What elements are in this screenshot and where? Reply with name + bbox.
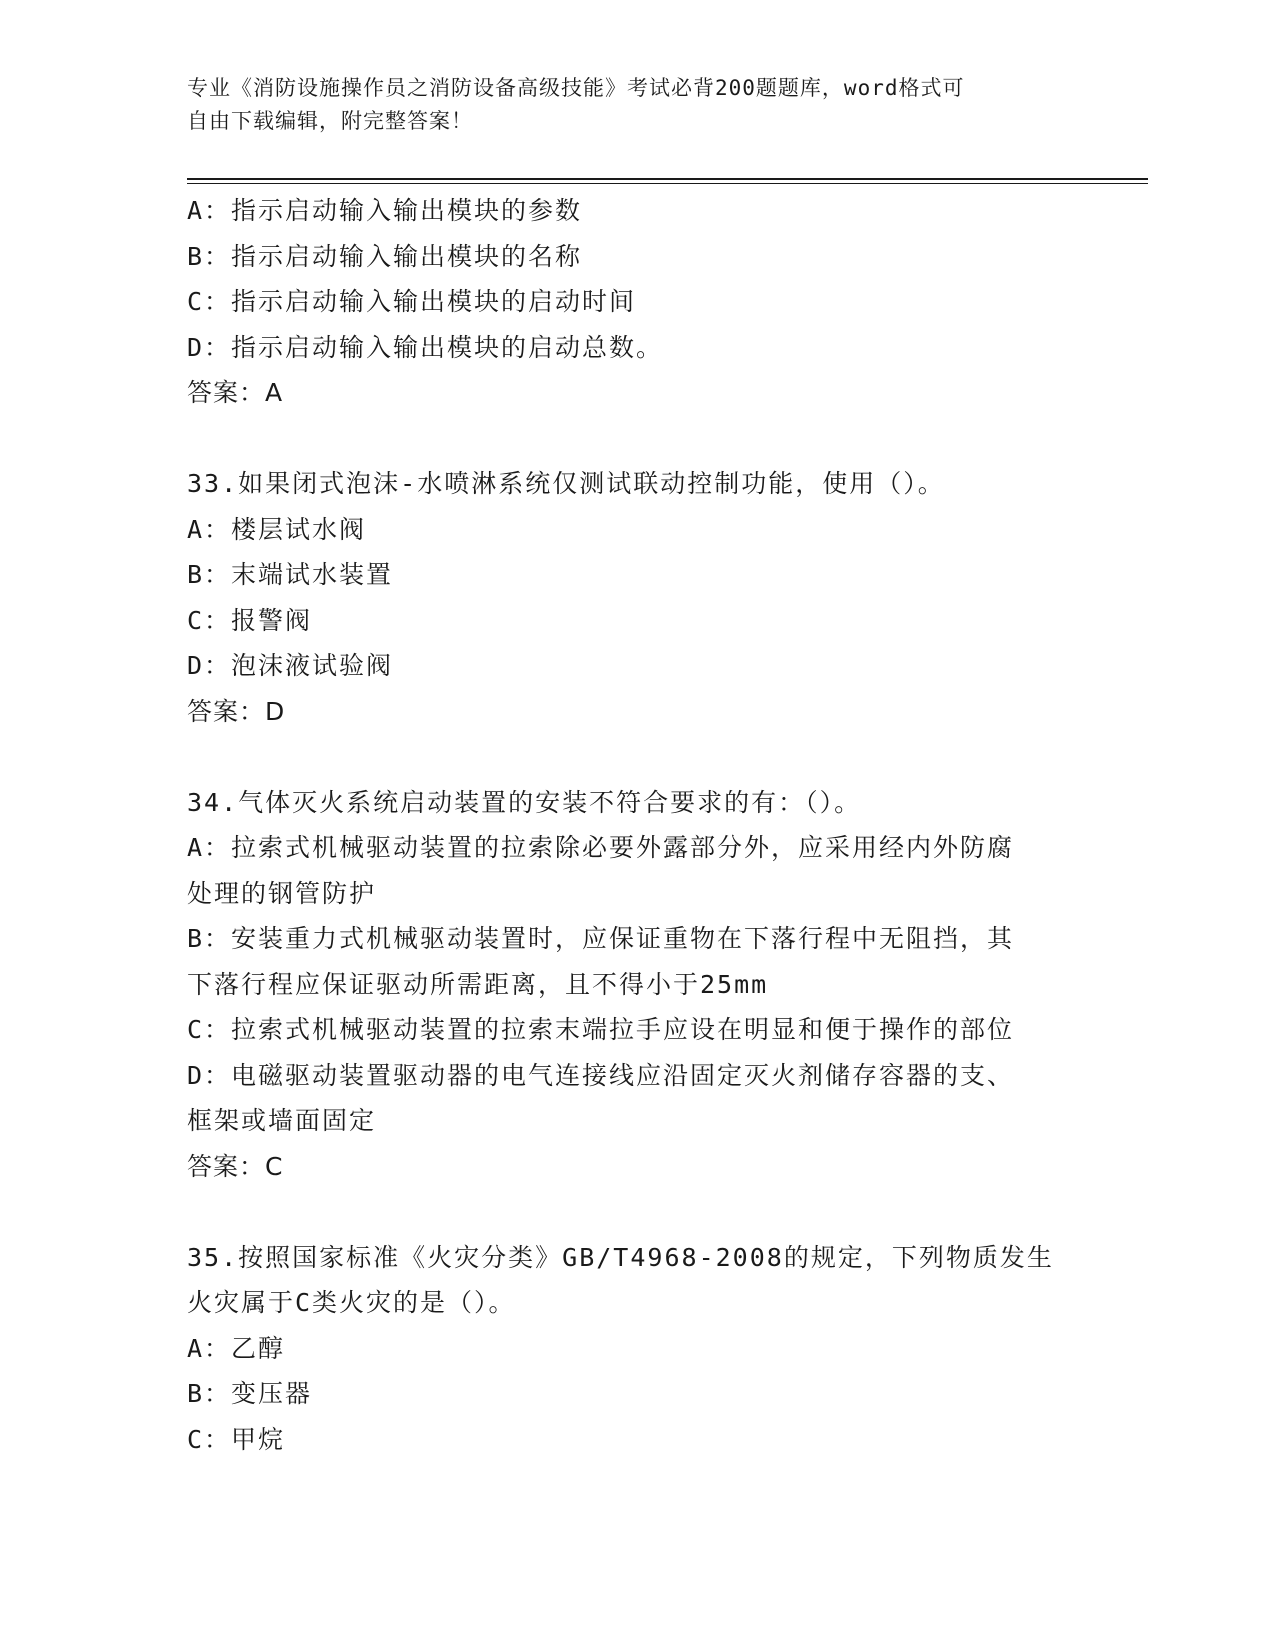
- header-line-1: 专业《消防设施操作员之消防设备高级技能》考试必背200题题库，word格式可: [187, 76, 965, 100]
- header-line-2: 自由下载编辑，附完整答案！: [187, 109, 473, 133]
- option-a: A：楼层试水阀: [187, 514, 367, 544]
- answer: 答案：C: [187, 1151, 284, 1181]
- option-d-line-2: 框架或墙面固定: [187, 1106, 377, 1135]
- answer: 答案：D: [187, 696, 286, 726]
- header-divider-thick: [187, 178, 1148, 180]
- option-b: B：末端试水装置: [187, 560, 394, 589]
- question-stem-line-1: 35.按照国家标准《火灾分类》GB/T4968-2008的规定，下列物质发生: [187, 1242, 1054, 1272]
- document-header: [187, 72, 1077, 138]
- option-c: C：甲烷: [187, 1424, 286, 1454]
- option-a: A：指示启动输入输出模块的参数: [187, 196, 583, 225]
- option-d-line-1: D：电磁驱动装置驱动器的电气连接线应沿固定灭火剂储存容器的支、: [187, 1060, 1015, 1090]
- option-b-line-1: B：安装重力式机械驱动装置时，应保证重物在下落行程中无阻挡，其: [187, 924, 1015, 953]
- option-c: C：报警阀: [187, 605, 313, 635]
- option-a-line-1: A：拉索式机械驱动装置的拉索除必要外露部分外，应采用经内外防腐: [187, 833, 1015, 862]
- spacer: [187, 1189, 1077, 1235]
- spacer: [187, 416, 1077, 462]
- question-35: [187, 1235, 1077, 1463]
- header-divider-thin: [187, 183, 1148, 184]
- question-stem-line-2: 火灾属于C类火灾的是（）。: [187, 1288, 516, 1317]
- option-b: B：变压器: [187, 1379, 313, 1408]
- question-32: [187, 188, 1077, 416]
- option-d: D：泡沫液试验阀: [187, 651, 394, 680]
- spacer: [187, 734, 1077, 780]
- option-a-line-2: 处理的钢管防护: [187, 878, 377, 908]
- option-c: C：指示启动输入输出模块的启动时间: [187, 287, 637, 316]
- question-34: [187, 780, 1077, 1190]
- option-a: A：乙醇: [187, 1333, 286, 1363]
- option-c: C：拉索式机械驱动装置的拉索末端拉手应设在明显和便于操作的部位: [187, 1015, 1015, 1044]
- option-b-line-2: 下落行程应保证驱动所需距离，且不得小于25mm: [187, 969, 769, 999]
- question-list: [187, 188, 1077, 1462]
- answer: 答案：A: [187, 378, 284, 407]
- question-stem: 33.如果闭式泡沫-水喷淋系统仅测试联动控制功能，使用（）。: [187, 469, 945, 498]
- option-d: D：指示启动输入输出模块的启动总数。: [187, 332, 664, 362]
- option-b: B：指示启动输入输出模块的名称: [187, 241, 583, 271]
- question-33: [187, 461, 1077, 734]
- question-stem: 34.气体灭火系统启动装置的安装不符合要求的有：（）。: [187, 787, 862, 817]
